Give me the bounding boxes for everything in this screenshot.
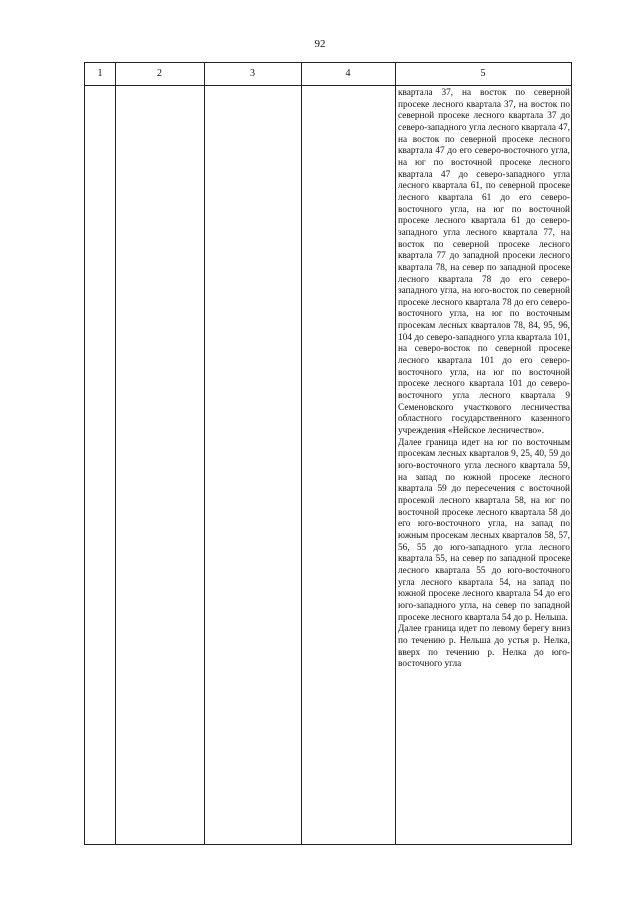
column-header-3: 3	[250, 68, 255, 79]
column-divider-3	[301, 63, 302, 844]
column-divider-1	[115, 63, 116, 844]
boundary-paragraph-3: Далее граница идет по левому берегу вниз по течению р. Нельша до устья р. Нелка, вверх по течению р. Нелка до юго-восточного угла	[398, 624, 570, 670]
boundary-description-table	[84, 62, 572, 845]
column-divider-2	[204, 63, 205, 844]
page-number: 92	[314, 38, 326, 50]
column-header-1: 1	[97, 68, 103, 79]
column-divider-4	[395, 63, 396, 844]
boundary-paragraph-2: Далее граница идет на юг по восточным просекам лесных кварталов 9, 25, 40, 59 до юго-восточного угла лесного квартала 59, на запад по южной просеке лесного квартала 59 до пересечения с восточной просекой лесного квартала 58, на юг по восточной просеке лесного квартала 58 до его юго-восточного угла, на запад по южным просекам лесных кварталов 58, 57, 56, 55 до юго-западного угла лесного квартала 55, на север по западной просеке лесного квартала 55 до юго-восточного угла лесного квартала 54, на запад по южной просеке лесного квартала 54 до его юго-западного угла, на север по западной просеке лесного квартала 54 до р. Нельша.	[398, 437, 570, 623]
column-header-2: 2	[157, 68, 162, 79]
boundary-description-cell	[398, 88, 570, 844]
column-header-5: 5	[480, 68, 486, 79]
header-divider	[85, 85, 571, 86]
column-header-4: 4	[345, 68, 351, 79]
boundary-paragraph-1: квартала 37, на восток по северной просеке лесного квартала 37, на восток по северной просеке лесного квартала 37 до северо-западного угла лесного квартала 47, на восток по северной просеке лесного квартала 47 до его северо-восточного угла, на юг по восточной просеке лесного квартала 47 до северо-западного угла лесного квартала 61, по северной просеке лесного квартала 61 до его северо-восточного угла, на юг по восточной просеке лесного квартала 61 до северо-западного угла лесного квартала 77, на восток по северной просеке лесного квартала 77 до западной просеки лесного квартала 78, на север по западной просеке лесного квартала 78 до его северо-западного угла, на юго-восток по северной просеке лесного квартала 78 до его северо-восточного угла, на юг по восточным просекам лесных кварталов 78, 84, 95, 96, 104 до северо-западного угла квартала 101, на северо-восток по северной просеке лесного квартала 101 до его северо-восточного угла, на юг по восточной просеке лесного квартала 101 до северо-восточного угла лесного квартала 9 Семеновского участкового лесничества областного государственного казенного учреждения «Нейское лесничество».	[398, 88, 570, 437]
